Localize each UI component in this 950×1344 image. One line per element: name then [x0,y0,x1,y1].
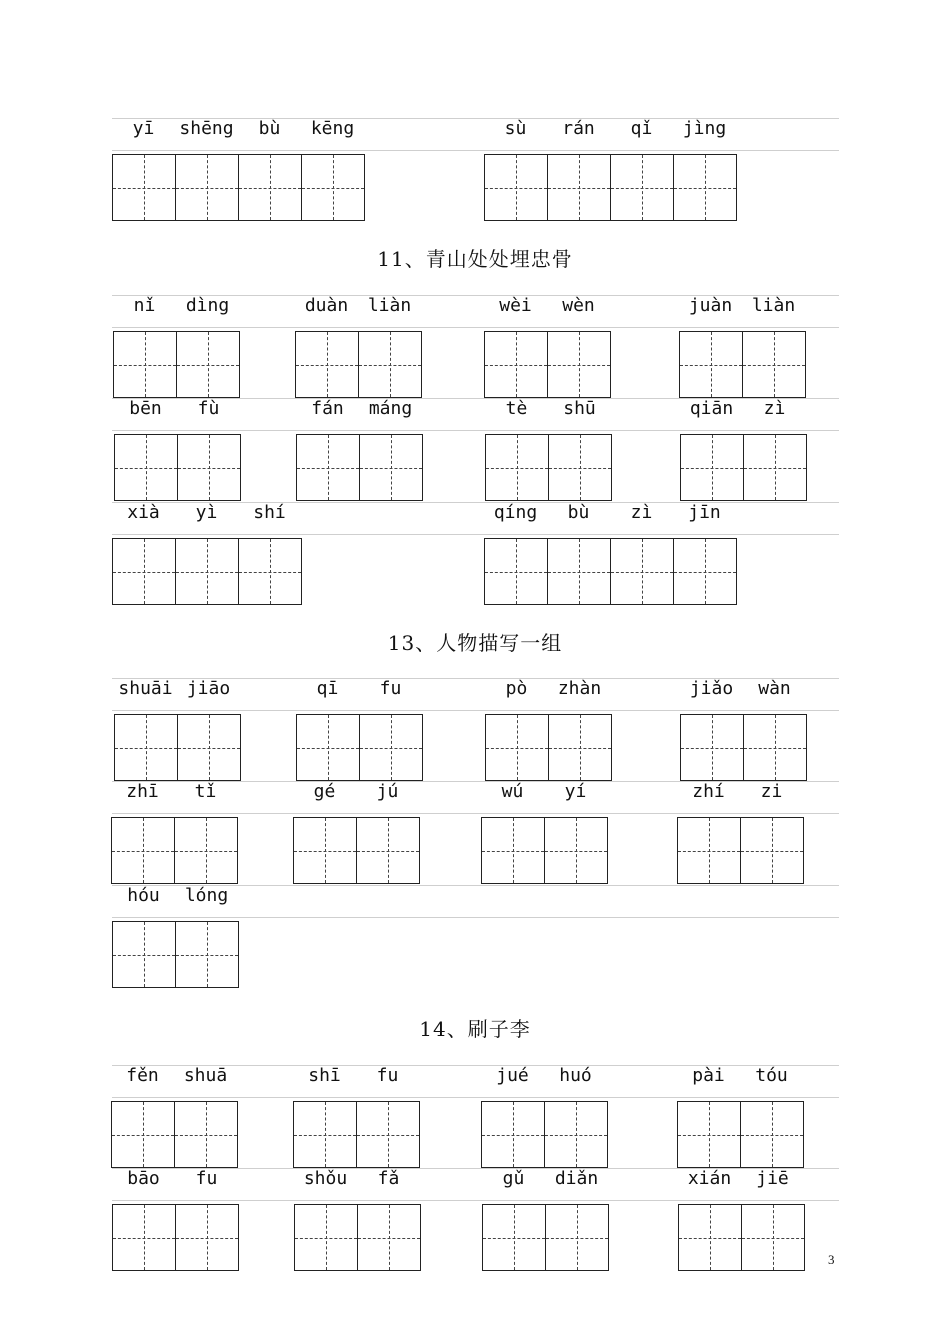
character-box-group [113,331,239,398]
character-box-group [112,921,238,988]
writing-cell[interactable] [112,1204,176,1271]
pinyin-syllable: qī [316,678,339,699]
writing-cell[interactable] [175,154,239,221]
writing-cell[interactable] [359,434,423,501]
pinyin-syllable: jìng [682,118,727,139]
writing-cell[interactable] [740,1101,804,1168]
writing-cell[interactable] [358,331,422,398]
pinyin-syllable: qǐ [630,118,653,139]
character-box-group [484,154,736,221]
pinyin-syllable: nǐ [133,295,156,316]
pinyin-syllable: xià [127,502,160,523]
pinyin-syllable: shēng [179,118,234,139]
pinyin-syllable: qiān [689,398,734,419]
writing-cell[interactable] [610,154,674,221]
pinyin-syllable: qíng [493,502,538,523]
lesson-title: 11、青山处处埋忠骨 [377,247,573,271]
pinyin-syllable: fǎ [377,1168,400,1189]
writing-cell[interactable] [175,921,239,988]
character-box-group [481,817,607,884]
writing-cell[interactable] [294,1204,358,1271]
writing-cell[interactable] [175,538,239,605]
pinyin-syllable: shū [563,398,596,419]
pinyin-syllable: xián [687,1168,732,1189]
pinyin-syllable: bēn [129,398,162,419]
pinyin-line [112,502,839,535]
character-box-group [112,538,301,605]
pinyin-syllable: yí [564,781,587,802]
writing-cell[interactable] [548,434,612,501]
pinyin-syllable: bāo [127,1168,160,1189]
writing-cell[interactable] [175,1204,239,1271]
pinyin-syllable: fu [195,1168,218,1189]
pinyin-syllable: wàn [758,678,791,699]
pinyin-syllable: juàn [688,295,733,316]
character-box-group [114,434,240,501]
pinyin-syllable: shuā [183,1065,228,1086]
pinyin-syllable: liàn [367,295,412,316]
writing-cell[interactable] [485,714,549,781]
pinyin-syllable: zi [760,781,783,802]
character-box-group [293,1101,419,1168]
writing-cell[interactable] [356,817,420,884]
character-box-group [296,714,422,781]
pinyin-syllable: yī [132,118,155,139]
character-box-group [484,331,610,398]
writing-cell[interactable] [544,1101,608,1168]
writing-cell[interactable] [545,1204,609,1271]
pinyin-syllable: fù [197,398,220,419]
writing-cell[interactable] [111,1101,175,1168]
character-box-group [294,1204,420,1271]
writing-cell[interactable] [114,714,178,781]
writing-cell[interactable] [677,1101,741,1168]
pinyin-syllable: dìng [185,295,230,316]
writing-cell[interactable] [296,714,360,781]
writing-cell[interactable] [673,538,737,605]
writing-cell[interactable] [610,538,674,605]
pinyin-syllable: jiāo [186,678,231,699]
writing-cell[interactable] [680,714,744,781]
pinyin-syllable: jué [496,1065,529,1086]
writing-cell[interactable] [296,434,360,501]
writing-cell[interactable] [174,817,238,884]
writing-cell[interactable] [742,331,806,398]
writing-cell[interactable] [482,1204,546,1271]
pinyin-syllable: tǐ [194,781,217,802]
writing-cell[interactable] [295,331,359,398]
writing-cell[interactable] [547,538,611,605]
pinyin-syllable: liàn [751,295,796,316]
character-box-group [295,331,421,398]
pinyin-syllable: shī [308,1065,341,1086]
writing-cell[interactable] [673,154,737,221]
character-box-group [296,434,422,501]
character-box-group [481,1101,607,1168]
pinyin-syllable: zì [763,398,786,419]
pinyin-syllable: gé [313,781,336,802]
pinyin-syllable: bù [567,502,590,523]
pinyin-syllable: sù [504,118,527,139]
character-box-group [111,1101,237,1168]
pinyin-syllable: shuāi [118,678,173,699]
writing-cell[interactable] [678,1204,742,1271]
writing-cell[interactable] [740,817,804,884]
writing-cell[interactable] [544,817,608,884]
pinyin-syllable: rán [562,118,595,139]
lesson-title: 13、人物描写一组 [387,631,563,655]
character-box-group [677,1101,803,1168]
writing-cell[interactable] [112,538,176,605]
pinyin-syllable: kēng [310,118,355,139]
writing-cell[interactable] [176,331,240,398]
pinyin-syllable: tè [505,398,528,419]
character-box-group [111,817,237,884]
writing-cell[interactable] [293,817,357,884]
character-box-group [677,817,803,884]
writing-cell[interactable] [356,1101,420,1168]
pinyin-syllable: wèn [562,295,595,316]
writing-cell[interactable] [741,1204,805,1271]
writing-cell[interactable] [481,817,545,884]
writing-cell[interactable] [484,538,548,605]
pinyin-syllable: diǎn [554,1168,599,1189]
pinyin-syllable: wú [501,781,524,802]
pinyin-syllable: zhàn [557,678,602,699]
pinyin-syllable: jiē [756,1168,789,1189]
writing-cell[interactable] [112,921,176,988]
character-box-group [112,1204,238,1271]
pinyin-syllable: zhí [692,781,725,802]
writing-cell[interactable] [548,714,612,781]
writing-cell[interactable] [484,331,548,398]
writing-cell[interactable] [743,434,807,501]
pinyin-syllable: fu [376,1065,399,1086]
writing-cell[interactable] [481,1101,545,1168]
character-box-group [482,1204,608,1271]
writing-cell[interactable] [112,154,176,221]
pinyin-syllable: bù [258,118,281,139]
pinyin-line [112,781,839,814]
pinyin-syllable: fu [379,678,402,699]
writing-cell[interactable] [238,538,302,605]
pinyin-syllable: jú [376,781,399,802]
pinyin-syllable: pài [692,1065,725,1086]
writing-cell[interactable] [177,714,241,781]
lesson-title: 14、刷子李 [419,1017,531,1041]
pinyin-syllable: lóng [184,885,229,906]
character-box-group [114,714,240,781]
pinyin-syllable: gǔ [502,1168,525,1189]
pinyin-syllable: jīn [688,502,721,523]
pinyin-syllable: hóu [127,885,160,906]
character-box-group [484,538,736,605]
pinyin-syllable: shí [253,502,286,523]
character-box-group [678,1204,804,1271]
writing-cell[interactable] [547,154,611,221]
writing-cell[interactable] [743,714,807,781]
character-box-group [680,434,806,501]
pinyin-syllable: shǒu [303,1168,348,1189]
character-box-group [112,154,364,221]
writing-cell[interactable] [357,1204,421,1271]
pinyin-syllable: máng [368,398,413,419]
writing-cell[interactable] [238,154,302,221]
character-box-group [485,434,611,501]
pinyin-syllable: duàn [304,295,349,316]
pinyin-syllable: tóu [755,1065,788,1086]
writing-cell[interactable] [547,331,611,398]
writing-cell[interactable] [359,714,423,781]
writing-cell[interactable] [113,331,177,398]
pinyin-syllable: pò [505,678,528,699]
character-box-group [293,817,419,884]
pinyin-syllable: wèi [499,295,532,316]
pinyin-syllable: yì [195,502,218,523]
pinyin-syllable: zhī [126,781,159,802]
character-box-group [485,714,611,781]
writing-cell[interactable] [485,434,549,501]
page-number: 3 [828,1252,835,1267]
writing-cell[interactable] [301,154,365,221]
writing-cell[interactable] [114,434,178,501]
writing-cell[interactable] [293,1101,357,1168]
pinyin-syllable: fěn [126,1065,159,1086]
writing-cell[interactable] [680,434,744,501]
pinyin-syllable: jiǎo [689,678,734,699]
writing-cell[interactable] [484,154,548,221]
writing-cell[interactable] [679,331,743,398]
pinyin-syllable: zì [630,502,653,523]
writing-cell[interactable] [111,817,175,884]
character-box-group [679,331,805,398]
pinyin-syllable: huó [559,1065,592,1086]
writing-cell[interactable] [174,1101,238,1168]
pinyin-syllable: fán [311,398,344,419]
character-box-group [680,714,806,781]
writing-cell[interactable] [677,817,741,884]
writing-cell[interactable] [177,434,241,501]
